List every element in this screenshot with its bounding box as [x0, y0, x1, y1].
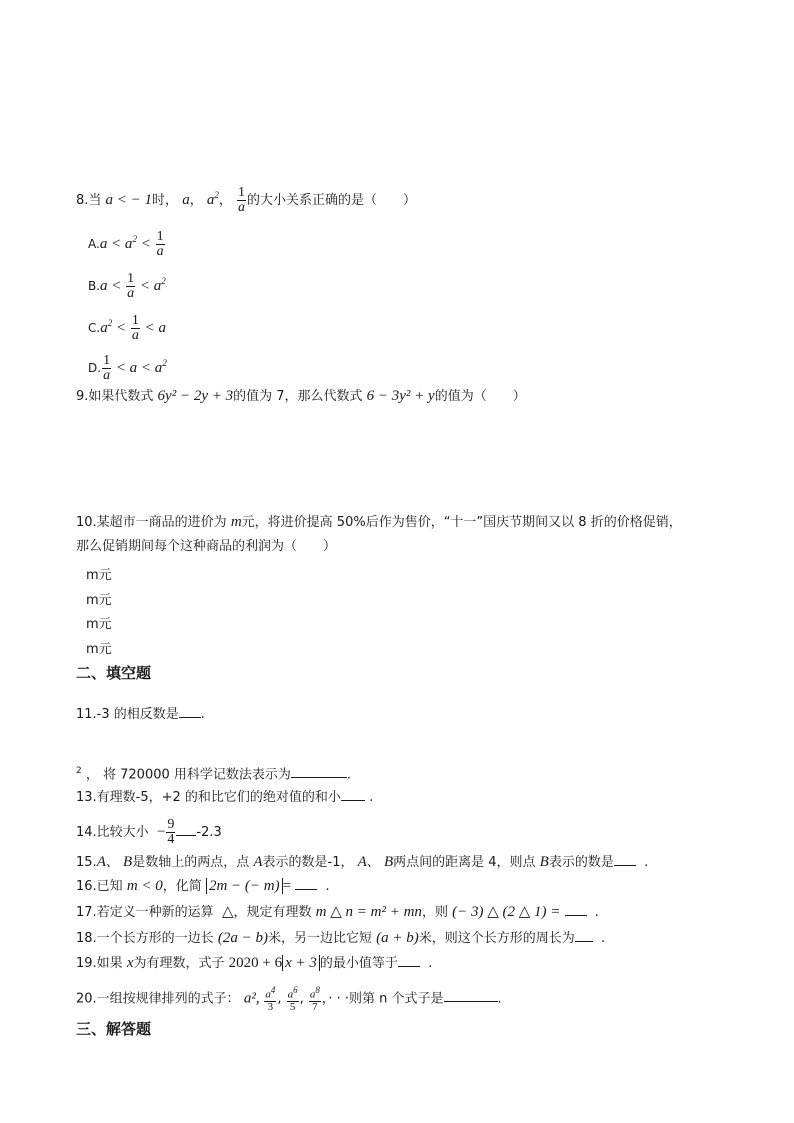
section-answer-heading: 三、解答题 [76, 1020, 152, 1038]
q9-expression-2: 6 − 3y² + y [366, 388, 435, 404]
q8-option-d[interactable]: D. $\frac{1}{a}$ < $a < a^2$ [88, 353, 167, 383]
q8-option-c[interactable]: $C.a^2$ < $\frac{1}{a}$ < a [88, 313, 166, 343]
answer-blank[interactable] [565, 903, 587, 916]
q8-option-b[interactable]: B.a < $\frac{1}{a}$ < $a^2$ [88, 271, 166, 301]
answer-blank[interactable] [341, 788, 365, 801]
q10-var-m: m [230, 514, 242, 530]
section-fill-in-heading: 二、填空题 [76, 664, 152, 682]
question-10-line2: 那么促销期间每个这种商品的利润为（ ） [76, 539, 337, 554]
q10-option-b[interactable]: m元 [86, 593, 112, 608]
q8-suffix: 的大小关系正确的是（ ） [247, 193, 417, 208]
q10-option-c[interactable]: m元 [86, 617, 112, 632]
answer-blank[interactable] [291, 765, 347, 778]
answer-blank[interactable] [398, 954, 420, 967]
q8-fraction: $\frac{1}{a}$ [238, 185, 246, 215]
q9-mid: 的值为 7，那么代数式 [233, 389, 363, 404]
answer-blank[interactable] [176, 823, 196, 836]
q8-var-a: a [182, 192, 190, 208]
q8-condition: a < − 1 [105, 192, 153, 208]
q10-option-d[interactable]: m元 [86, 642, 112, 657]
question-12: $^2$ ， 将 720000 用科学记数法表示为 . [76, 766, 352, 783]
question-19: 19.如果 x为有理数，式子 2020 + 6 x + 3 的最小值等于 . [76, 955, 433, 971]
question-10-line1 [76, 513, 682, 532]
question-15: 15.A、 B是数轴上的两点，点 A表示的数是-1， A、 B两点间的距离是 4，则点 B表示的数是 . [76, 854, 649, 870]
answer-blank[interactable] [295, 877, 317, 890]
answer-blank[interactable] [179, 705, 201, 718]
q9-expression-1: 6y² − 2y + 3 [157, 388, 234, 404]
question-9 [76, 387, 526, 406]
q8-sep2: ， [218, 193, 232, 208]
question-8 [76, 186, 416, 215]
q8-text: 时， [152, 193, 179, 208]
question-17: 17.若定义一种新的运算 △，规定有理数 m △ n = m² + mn，则 (− 3) △ (2 △ 1) = . [76, 904, 599, 920]
q10-suffix: 元，将进价提高 50%后作为售价，“十一”国庆节期间又以 8 折的价格促销， [241, 515, 682, 530]
q8-prefix: 8.当 [76, 193, 102, 208]
answer-blank[interactable] [444, 989, 498, 1002]
question-11: 11.-3 的相反数是 . [76, 707, 205, 722]
q9-suffix: 的值为（ ） [434, 389, 526, 404]
question-18: 18.一个长方形的一边长 (2a − b)米，另一边比它短 (a + b)米，则这个长方形的周长为 . [76, 930, 606, 946]
answer-blank[interactable] [575, 929, 593, 942]
question-16: 16.已知 m < 0，化简 2m − (− m) = . [76, 878, 330, 894]
q9-prefix: 9.如果代数式 [76, 389, 154, 404]
q8-option-a[interactable]: $A.a < a^2$ < $\frac{1}{a}$ [88, 229, 164, 259]
q10-option-a[interactable]: m元 [86, 568, 112, 583]
q8-var-a2: $a^2$ [206, 190, 219, 208]
answer-blank[interactable] [614, 853, 636, 866]
q8-sep: ， [189, 193, 203, 208]
question-14: 14.比较大小 − $\frac{9}{4}$ -2.3 [76, 817, 222, 847]
q10-prefix: 10.某超市一商品的进价为 [76, 515, 227, 530]
question-13: 13.有理数-5，+2 的和比它们的绝对值的和小 . [76, 790, 374, 805]
question-20: 20.一组按规律排列的式子： a², $\frac{a^4}{3}$ , $\frac{a^6}{5}$ , $\frac{a^8}{7}$ ，· · ·则第 n 个式子是 . [76, 985, 502, 1013]
